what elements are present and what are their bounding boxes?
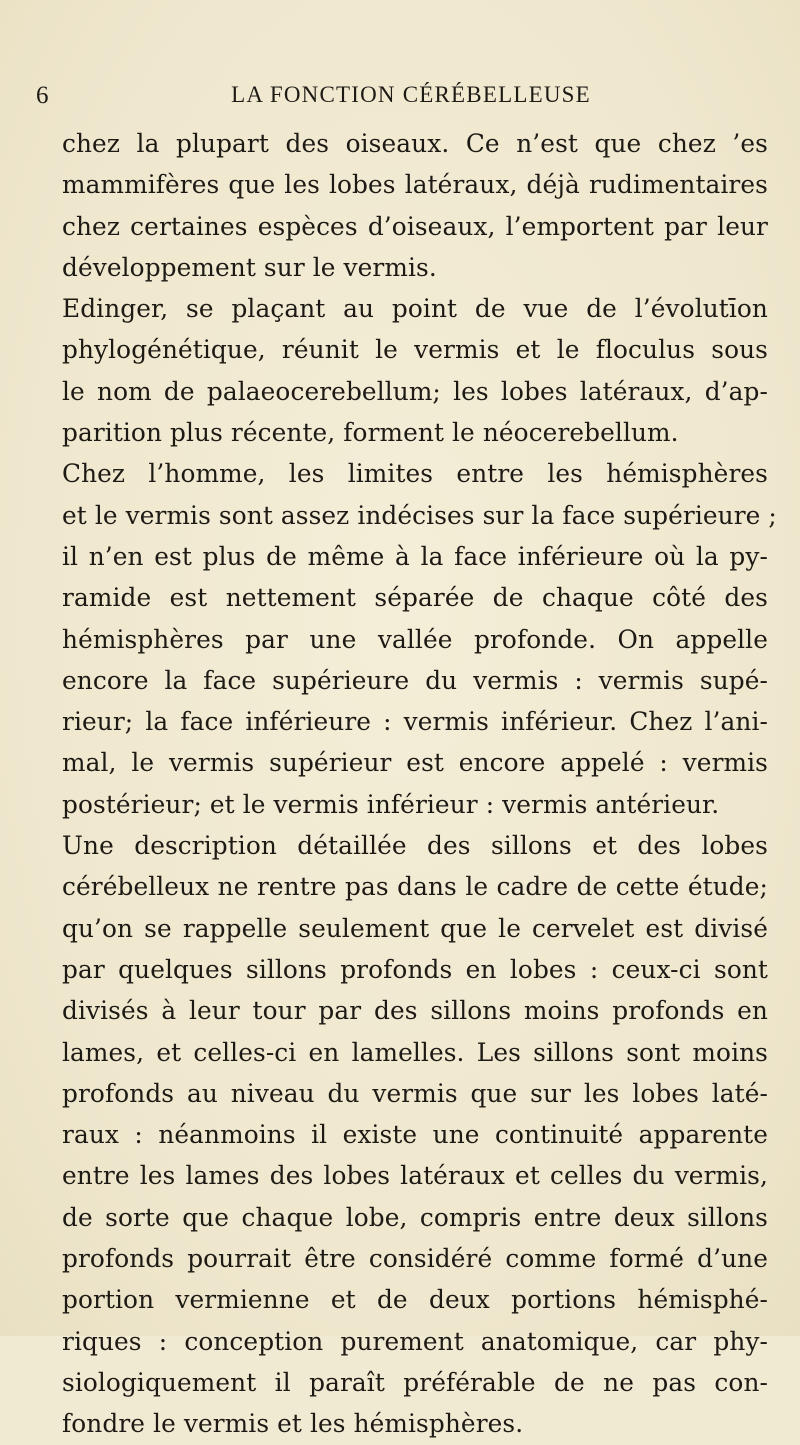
- text-line: rieur; la face inférieure : vermis inférieur. Chez l’ani-: [62, 707, 768, 737]
- text-line: cérébelleux ne rentre pas dans le cadre de cette étude;: [62, 872, 768, 902]
- text-line: siologiquement il paraît préférable de ne pas con-: [62, 1367, 768, 1397]
- text-line: de sorte que chaque lobe, compris entre deux sillons: [62, 1202, 768, 1232]
- text-line: chez certaines espèces d’oiseaux, l’emportent par leur: [62, 211, 768, 241]
- text-line: il n’en est plus de même à la face inférieure où la py-: [62, 541, 768, 571]
- text-line: Une description détaillée des sillons et des lobes: [62, 831, 768, 861]
- text-line: et le vermis sont assez indécises sur la face supérieure ;: [62, 500, 777, 530]
- text-line: lames, et celles-ci en lamelles. Les sillons sont moins: [62, 1037, 768, 1067]
- text-line: phylogénétique, réunit le vermis et le floculus sous: [62, 335, 768, 365]
- running-title: LA FONCTION CÉRÉBELLEUSE: [231, 82, 591, 107]
- body-text: [62, 123, 777, 1445]
- text-line: chez la plupart des oiseaux. Ce n’est que chez ’es: [62, 129, 768, 158]
- text-line: raux : néanmoins il existe une continuité apparente: [62, 1120, 768, 1150]
- page-number: 6: [36, 82, 50, 109]
- text-line: riques : conception purement anatomique, car phy-: [62, 1326, 768, 1356]
- text-line: Edinger, se plaçant au point de vue de l’évolutīon: [62, 294, 768, 324]
- text-line: ramide est nettement séparée de chaque côté des: [62, 583, 768, 613]
- text-line: profonds au niveau du vermis que sur les lobes laté-: [62, 1078, 768, 1108]
- running-head: [36, 82, 776, 114]
- text-line: portion vermienne et de deux portions hémisphé-: [62, 1285, 768, 1315]
- text-line: divisés à leur tour par des sillons moins profonds en: [62, 996, 768, 1026]
- text-line: parition plus récente, forment le néocerebellum.: [62, 418, 679, 448]
- text-line: profonds pourrait être considéré comme formé d’une: [62, 1244, 768, 1274]
- text-line: encore la face supérieure du vermis : vermis supé-: [62, 665, 768, 695]
- text-line: entre les lames des lobes latéraux et celles du vermis,: [62, 1161, 768, 1191]
- text-line: mal, le vermis supérieur est encore appelé : vermis: [62, 748, 768, 778]
- text-line: qu’on se rappelle seulement que le cervelet est divisé: [62, 913, 768, 943]
- text-line: par quelques sillons profonds en lobes : ceux-ci sont: [62, 954, 768, 984]
- text-line: hémisphères par une vallée profonde. On appelle: [62, 624, 768, 654]
- text-line: postérieur; et le vermis inférieur : vermis antérieur.: [62, 789, 720, 819]
- text-line: fondre le vermis et les hémisphères.: [62, 1409, 524, 1439]
- text-line: Chez l’homme, les limites entre les hémisphères: [62, 459, 768, 489]
- text-line: développement sur le vermis.: [62, 252, 437, 282]
- text-line: mammifères que les lobes latéraux, déjà rudimentaires: [62, 170, 768, 200]
- text-line: le nom de palaeocerebellum; les lobes latéraux, d’ap-: [62, 376, 768, 406]
